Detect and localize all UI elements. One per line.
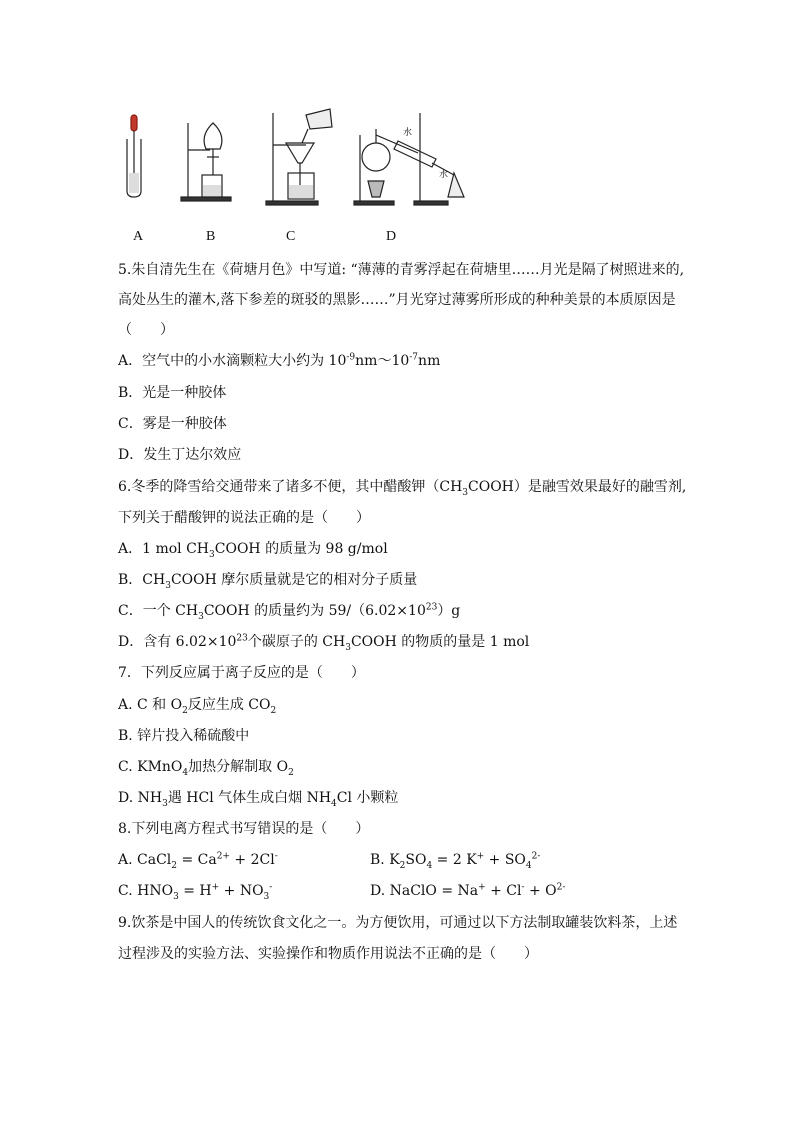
- q7-a-pre: A. C 和 O: [118, 697, 183, 713]
- q8-c-mid: = H: [178, 883, 212, 899]
- q8-a-sup1: 2+: [216, 851, 230, 862]
- water-out-label: 水: [439, 170, 449, 180]
- q8-b-mid2: = 2 K: [432, 852, 477, 868]
- q6-d-pre: D．含有 6.02×10: [118, 634, 237, 650]
- q5-a-sup1: -9: [346, 352, 356, 363]
- filtration-apparatus: [266, 109, 332, 205]
- q6-option-b: [118, 571, 417, 589]
- q8-b-sub3: 4: [525, 860, 532, 871]
- caption-b: B: [206, 229, 216, 244]
- q8-b-sub2: 4: [426, 860, 433, 871]
- q7-a-mid: 反应生成 CO: [187, 697, 271, 713]
- q7-a-sub2: 2: [270, 705, 277, 716]
- q8-b-sup1: +: [476, 851, 485, 862]
- q8-d-sup3: 2-: [556, 882, 566, 893]
- q7-c-mid: 加热分解制取 O: [188, 759, 289, 775]
- q7-d-pre: D. NH: [118, 790, 163, 806]
- caption-a: A: [133, 229, 144, 244]
- q6-b-post: COOH 摩尔质量就是它的相对分子质量: [170, 572, 418, 588]
- q8-option-a: [118, 851, 278, 871]
- q8-d-pre: D. NaClO = Na: [370, 883, 479, 899]
- caption-c: C: [286, 229, 296, 244]
- q8-c-sub2: 3: [263, 891, 270, 902]
- q8-a-sup2: -: [274, 851, 278, 862]
- q8-option-c: [118, 882, 273, 902]
- q5-a-post: nm: [418, 353, 441, 369]
- q9-stem-line2: 过程涉及的实验方法、实验操作和物质作用说法不正确的是（ ）: [118, 946, 538, 962]
- q8-a-mid: = Ca: [177, 852, 217, 868]
- q7-c-sub1: 4: [182, 767, 189, 778]
- q8-a-pre: A. CaCl: [118, 852, 172, 868]
- q5-option-a: [118, 352, 440, 370]
- q5-a-text: A．空气中的小水滴颗粒大小约为 10: [118, 353, 347, 369]
- q8-d-mid: + Cl: [485, 883, 522, 899]
- q5-stem-line2: 高处丛生的灌木,落下参差的斑驳的黑影……”月光穿过薄雾所形成的种种美景的本质原因是: [118, 292, 676, 308]
- q7-option-a: [118, 696, 276, 714]
- q8-a-mid2: + 2Cl: [229, 852, 275, 868]
- q5-stem-line1: 5.朱自清先生在《荷塘月色》中写道: “薄薄的青雾浮起在荷塘里……月光是隔了树照进来的,: [118, 262, 685, 278]
- q6-a-sub: 3: [209, 549, 215, 560]
- q7-option-c: [118, 758, 294, 776]
- caption-d: D: [386, 229, 397, 244]
- q8-c-pre: C. HNO: [118, 883, 174, 899]
- q8-c-sup1: +: [211, 882, 220, 893]
- q8-b-sup2: 2-: [531, 851, 541, 862]
- q8-d-sup1: +: [478, 882, 486, 893]
- q6-stem-a: 6.冬季的降雪给交通带来了诸多不便，其中醋酸钾（CH: [118, 479, 463, 495]
- q6-d-sub: 3: [345, 642, 351, 653]
- q8-c-sub1: 3: [173, 891, 179, 902]
- q6-c-sup: 23: [425, 602, 438, 613]
- q7-a-sub1: 2: [182, 705, 188, 716]
- q6-a-post: COOH 的质量为 98 g/mol: [214, 541, 388, 557]
- q5-a-sup2: -7: [409, 352, 419, 363]
- q6-option-d: [118, 633, 529, 651]
- q6-b-sub: 3: [165, 580, 171, 591]
- q8-b-mid: SO: [405, 852, 427, 868]
- q6-stem-line1: [118, 478, 686, 496]
- q8-c-sup2: -: [269, 882, 273, 893]
- q6-stem-sub: 3: [462, 487, 469, 498]
- apparatus-figure: [118, 105, 498, 215]
- q5-option-c: C．雾是一种胶体: [118, 416, 227, 432]
- q7-d-sub2: 4: [331, 798, 337, 809]
- q9-stem-line1: 9.饮茶是中国人的传统饮食文化之一。为方便饮用，可通过以下方法制取罐装饮料茶，上述: [118, 915, 678, 931]
- q8-row-ab: [118, 851, 718, 869]
- separatory-funnel-apparatus: [181, 123, 231, 201]
- water-in-label: 水: [403, 128, 413, 138]
- q8-b-mid3: + SO: [484, 852, 526, 868]
- q6-d-sup: 23: [236, 633, 248, 644]
- q6-d-mid: 个碳原子的 CH: [247, 634, 346, 650]
- q6-d-post: COOH 的物质的量是 1 mol: [350, 634, 530, 650]
- q6-c-mid: COOH 的质量约为 59/（6.02×10: [203, 603, 426, 619]
- q8-option-b: [370, 851, 540, 869]
- q6-c-post: ）g: [437, 603, 461, 619]
- q8-option-d: [370, 882, 565, 900]
- q6-stem-b: COOH）是融雪效果最好的融雪剂,: [468, 479, 687, 495]
- q7-d-mid: 遇 HCl 气体生成白烟 NH: [167, 790, 332, 806]
- q6-a-pre: A．1 mol CH: [118, 541, 210, 557]
- q8-a-sub: 2: [171, 860, 177, 871]
- dropper-test-tube-apparatus: [127, 115, 141, 197]
- q8-b-pre: B. K: [370, 852, 400, 868]
- q6-stem-line2: 下列关于醋酸钾的说法正确的是（ ）: [118, 510, 370, 526]
- q8-d-mid2: + O: [524, 883, 557, 899]
- q5-a-mid: nm～10: [355, 353, 410, 369]
- q5-stem-line3: （ ）: [118, 322, 174, 338]
- apparatus-drawing: [118, 105, 498, 215]
- q6-b-pre: B．CH: [118, 572, 166, 588]
- q7-option-d: [118, 789, 398, 807]
- q8-d-sup2: -: [521, 882, 525, 893]
- q6-c-sub: 3: [198, 611, 204, 622]
- q8-row-cd: [118, 882, 718, 900]
- q7-c-pre: C. KMnO: [118, 759, 183, 775]
- q7-option-b: B. 锌片投入稀硫酸中: [118, 728, 250, 744]
- q8-b-sub1: 2: [399, 860, 406, 871]
- q7-stem: 7．下列反应属于离子反应的是（ ）: [118, 665, 365, 681]
- q6-option-a: [118, 540, 388, 558]
- q7-d-sub1: 3: [162, 798, 168, 809]
- q6-c-pre: C．一个 CH: [118, 603, 199, 619]
- q6-option-c: [118, 602, 460, 620]
- q5-option-d: D．发生丁达尔效应: [118, 447, 242, 463]
- q5-option-b: B．光是一种胶体: [118, 385, 227, 401]
- q7-c-sub2: 2: [288, 767, 294, 778]
- q8-stem: 8.下列电离方程式书写错误的是（ ）: [118, 821, 370, 837]
- q8-c-mid2: + NO: [219, 883, 264, 899]
- q7-d-post: Cl 小颗粒: [336, 790, 399, 806]
